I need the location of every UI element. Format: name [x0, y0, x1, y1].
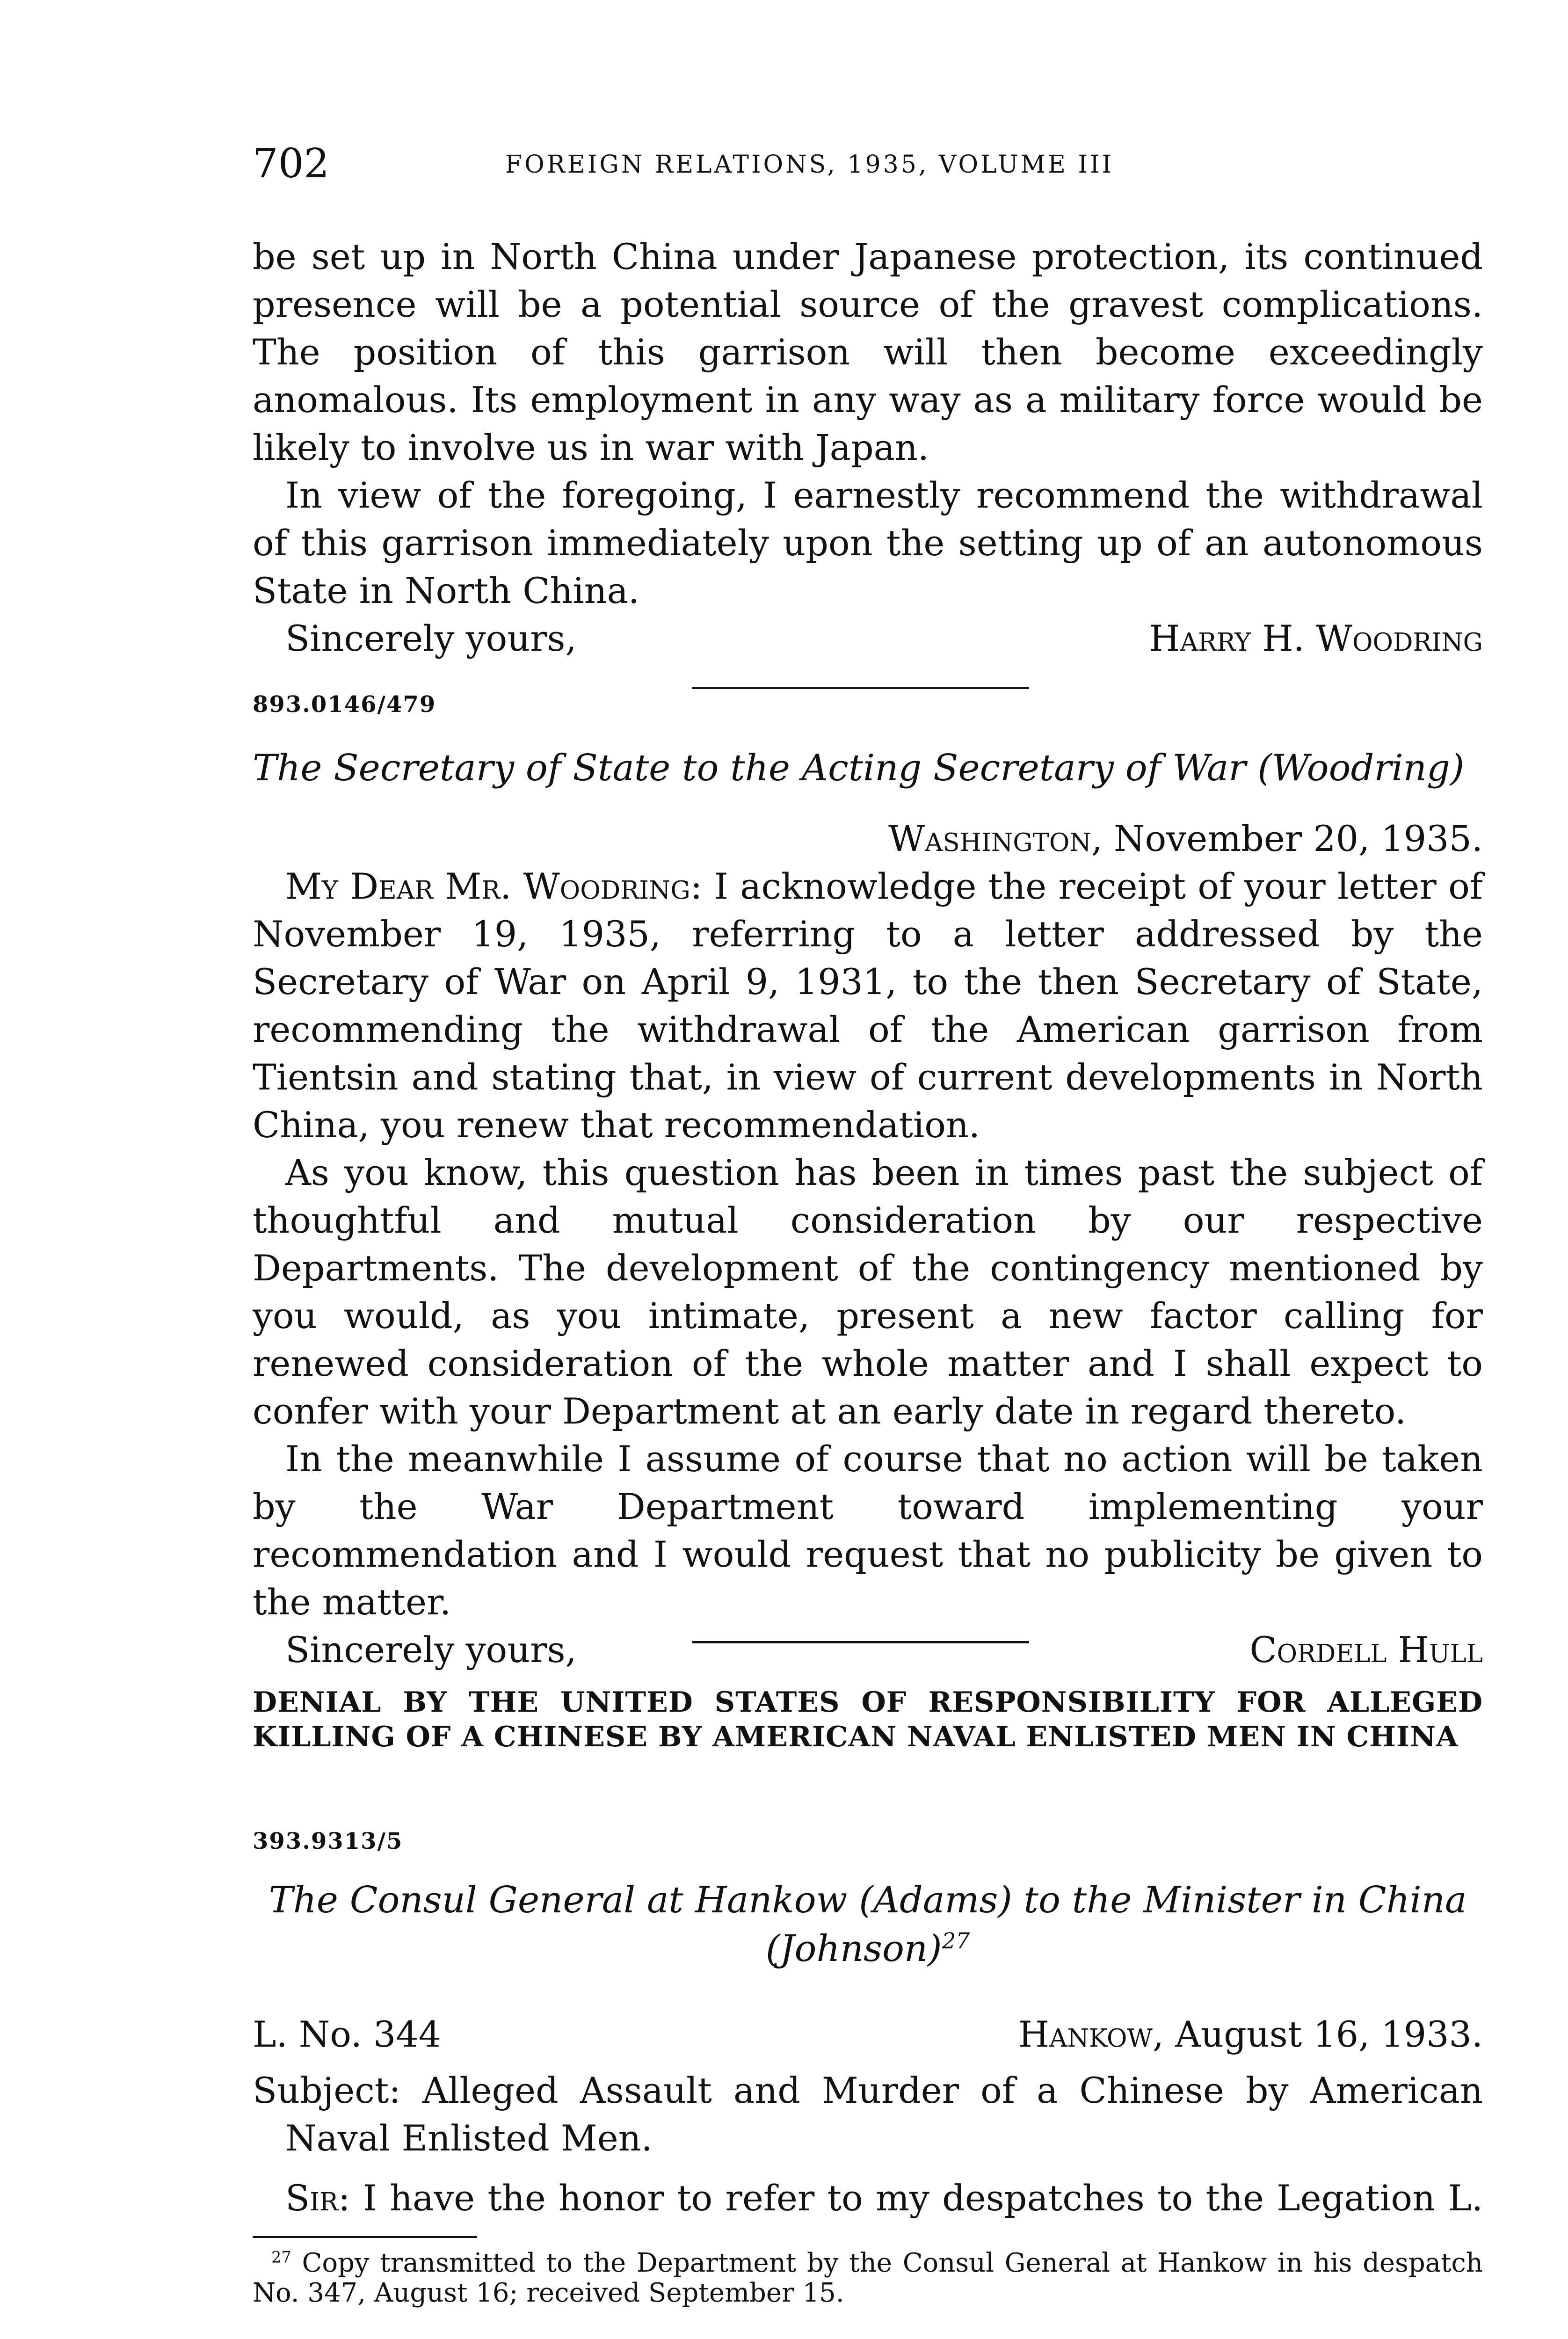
- page-number: 702: [253, 140, 330, 187]
- page-header: [253, 140, 1483, 196]
- body-paragraph: [253, 2174, 1483, 2222]
- subject-text: Alleged Assault and Murder of a Chinese by American: [422, 2070, 1483, 2111]
- closing: Sincerely yours,: [285, 1629, 577, 1671]
- footnote-text: $^{27}$ Copy transmitted to the Department by the Consul General at Hankow in his despatch No. 347, August 16; received September 15.: [253, 2248, 1483, 2308]
- closing: Sincerely yours,: [285, 617, 577, 659]
- salutation: Sir:: [285, 2177, 350, 2219]
- divider-rule: [692, 1641, 1029, 1643]
- running-title: FOREIGN RELATIONS, 1935, VOLUME III: [505, 151, 1114, 179]
- paragraph-text: I acknowledge the receipt of your letter of November 19, 1935, referring to a letter addressed by the Secretary of War on April 9, 1931, to the then Secretary of State, recommending the withdrawal of the American garrison from Tientsin and stating that, in view of current developments in North China, you renew that recommendation.: [253, 865, 1483, 1146]
- body-paragraph: As you know, this question has been in times past the subject of thoughtful and mutual consideration by our respective Departments. The development of the contingency mentioned by you would, as you intimate, present a new factor calling for renewed consideration of the whole matter and I shall expect to confer with your Department at an early date in regard thereto.: [253, 1152, 1483, 1432]
- letter-woodring-continuation: [253, 233, 1483, 662]
- signature: Harry H. Woodring: [1149, 617, 1483, 659]
- dateline-place: Hankow,: [1018, 2013, 1164, 2055]
- signature-line: [253, 615, 1483, 662]
- subject-line: [253, 2067, 1483, 2114]
- footnote: [253, 2248, 1483, 2308]
- subject-label: Subject:: [253, 2070, 401, 2111]
- paragraph-text: I have the honor to refer to my despatches to the Legation L.: [363, 2177, 1483, 2219]
- body-paragraph: In the meanwhile I assume of course that no action will be taken by the War Department toward implementing your recommendation and I would request that no publicity be given to the matter.: [253, 1438, 1483, 1623]
- subject-block: [253, 2067, 1483, 2162]
- document-title: The Secretary of State to the Acting Secretary of War (Woodring): [253, 747, 1465, 789]
- file-number: 393.9313/5: [253, 1828, 403, 1854]
- ref-dateline: [253, 2011, 1483, 2058]
- despatch-opening: [253, 2174, 1483, 2222]
- title-line: The Consul General at Hankow (Adams) to the Minister in China: [269, 1879, 1467, 1921]
- title-line: (Johnson)$^{27}$: [765, 1928, 970, 1970]
- footnote-ref: 27: [942, 1929, 970, 1954]
- dateline: [1018, 2011, 1483, 2058]
- reference-number: L. No. 344: [253, 2013, 442, 2055]
- footnote-rule: [253, 2236, 477, 2238]
- body-paragraph: [253, 863, 1483, 1149]
- section-title: DENIAL BY THE UNITED STATES OF RESPONSIBILITY FOR ALLEGED KILLING OF A CHINESE BY AMERICAN NAVAL ENLISTED MEN IN CHINA: [253, 1686, 1483, 1753]
- dateline-date: November 20, 1935.: [1114, 818, 1483, 859]
- reference-line: [253, 2011, 1483, 2058]
- letter-hull-body: [253, 863, 1483, 1674]
- body-paragraph: be set up in North China under Japanese protection, its continued presence will be a potential source of the gravest complications. The position of this garrison will then become exceedingly anomalous. Its employment in any way as a military force would be likely to involve us in war with Japan.: [253, 236, 1483, 468]
- divider-rule: [692, 687, 1029, 689]
- signature-line: [253, 1626, 1483, 1674]
- signature: Cordell Hull: [1249, 1629, 1483, 1671]
- salutation: My Dear Mr. Woodring:: [285, 865, 703, 907]
- footnote-marker: 27: [271, 2248, 291, 2266]
- dateline-place: Washington,: [888, 818, 1103, 859]
- body-paragraph: In view of the foregoing, I earnestly recommend the withdrawal of this garrison immediately upon the setting up of an autonomous State in North China.: [253, 474, 1483, 611]
- dateline: [253, 815, 1483, 863]
- file-number: 893.0146/479: [253, 691, 436, 718]
- dateline-date: August 16, 1933.: [1175, 2013, 1483, 2055]
- document-title: [253, 1876, 1483, 1973]
- subject-line-continued: Naval Enlisted Men.: [285, 2117, 653, 2159]
